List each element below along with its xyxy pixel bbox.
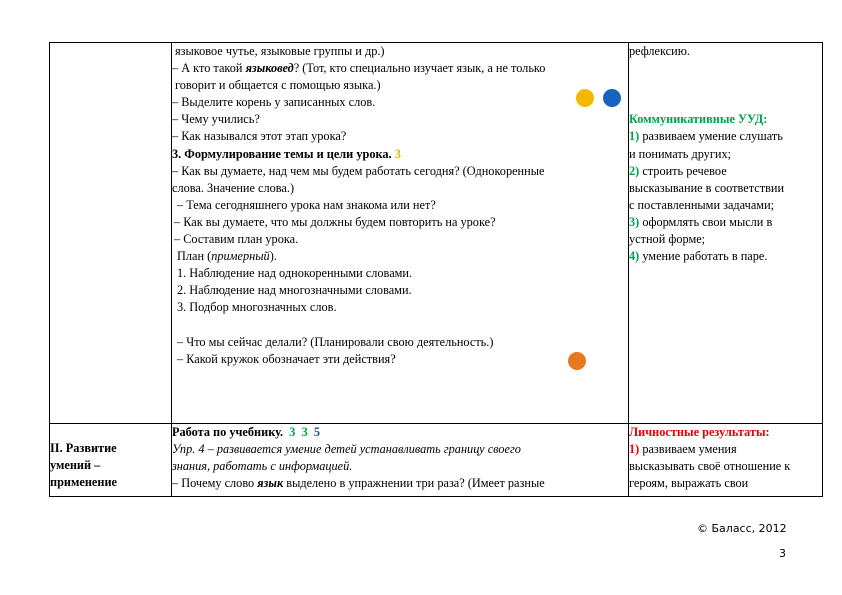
text-line: языковое чутье, языковые группы и др.) (175, 44, 385, 58)
list-item-cont: и понимать других; (629, 146, 732, 161)
outcomes-cell (629, 424, 823, 497)
section-heading: Работа по учебнику. 3 3 5 (172, 425, 321, 439)
text-line: слова. Значение слова.) (172, 180, 295, 195)
blue-circle-icon (603, 89, 621, 107)
list-item-cont: устной форме; (629, 232, 706, 247)
stage-title: II. Развитие (50, 441, 117, 455)
blank-line (629, 60, 822, 77)
list-item: 4) умение работать в паре. (629, 249, 768, 264)
outcomes-cell (629, 43, 823, 424)
marker-number: 3 (394, 146, 401, 161)
text-line: – Как назывался этот этап урока? (172, 129, 347, 144)
blank-line (629, 77, 822, 94)
text-line: – Как вы думаете, что мы должны будем повторить на уроке? (174, 214, 496, 229)
section-heading: 3. Формулирование темы и цели урока. 3 (172, 146, 401, 161)
text-line: рефлексию. (629, 44, 690, 58)
stage-cell (50, 424, 172, 497)
text-line: – Чему учились? (172, 112, 260, 127)
exercise-line: знания, работать с информацией. (172, 459, 353, 474)
personal-heading: Личностные результаты: (629, 425, 770, 439)
lesson-table (49, 42, 823, 497)
communicative-heading: Коммуникативные УУД: (629, 112, 768, 127)
list-item: 1) развиваем умения (629, 442, 737, 457)
plan-title: План (примерный). (177, 249, 277, 264)
text-line: – Какой кружок обозначает эти действия? (177, 351, 396, 366)
exercise-line: Упр. 4 – развивается умение детей устанавливать границу своего (172, 442, 521, 457)
stage-cell-empty (50, 43, 172, 424)
text-line: – Выделите корень у записанных слов. (172, 95, 376, 110)
list-item: 2) строить речевое (629, 163, 727, 178)
table-row (50, 43, 823, 424)
text-line: – Как вы думаете, над чем мы будем работать сегодня? (Однокоренные (172, 163, 545, 178)
text-line: – Составим план урока. (174, 232, 299, 247)
text-line: – Почему слово язык выделено в упражнении три раза? (Имеет разные (172, 476, 545, 491)
yellow-circle-icon (576, 89, 594, 107)
activity-cell (172, 43, 629, 424)
text-line: – Тема сегодняшнего урока нам знакома или нет? (177, 197, 436, 212)
plan-item: 3. Подбор многозначных слов. (177, 300, 337, 315)
blank-line (172, 317, 628, 334)
text-line: – А кто такой языковед? (Тот, кто специально изучает язык, а не только (172, 61, 546, 76)
list-item: 1) развиваем умение слушать (629, 129, 783, 144)
list-item-cont: высказывание в соответствии (629, 180, 785, 195)
orange-circle-icon (568, 352, 586, 370)
copyright: © Баласс, 2012 (697, 522, 787, 535)
stage-title: применение (50, 475, 118, 490)
blank-line (629, 94, 822, 111)
text-line: – Что мы сейчас делали? (Планировали свою деятельность.) (177, 334, 494, 349)
page-number: 3 (779, 547, 786, 560)
list-item: 3) оформлять свои мысли в (629, 214, 773, 229)
term-linguist: языковед (245, 61, 294, 76)
text-line: говорит и общается с помощью языка.) (175, 78, 381, 93)
stage-title: умений – (50, 458, 101, 473)
list-item-cont: высказывать своё отношение к (629, 459, 791, 474)
activity-cell (172, 424, 629, 497)
plan-item: 1. Наблюдение над однокоренными словами. (177, 266, 413, 281)
list-item-cont: с поставленными задачами; (629, 197, 775, 212)
plan-item: 2. Наблюдение над многозначными словами. (177, 283, 412, 298)
table-row (50, 424, 823, 497)
list-item-cont: героям, выражать свои (629, 476, 749, 491)
